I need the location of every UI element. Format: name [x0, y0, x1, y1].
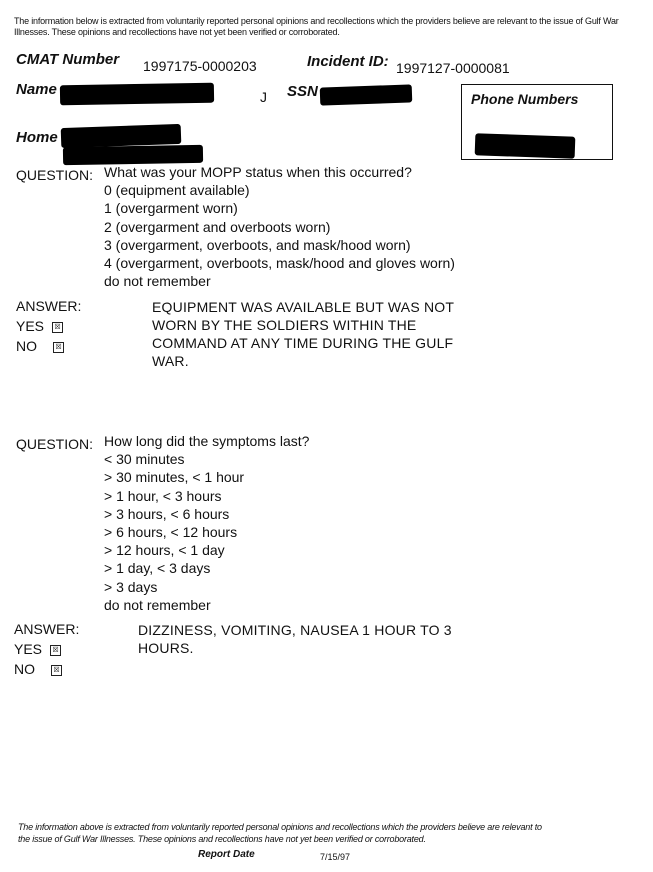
report-date-label: Report Date	[198, 849, 255, 860]
answer-2-label: ANSWER:	[14, 621, 80, 637]
header-disclaimer: The information below is extracted from voluntarily reported personal opinions and recollections which the providers believe are relevant to the issue of Gulf War Illnesses. These opinions and recollections have not yet been verified or corroborated.	[14, 16, 619, 37]
question-2-option: > 30 minutes, < 1 hour	[104, 469, 245, 486]
question-2-option: > 3 days	[104, 578, 158, 595]
footer-disclaimer-line: the issue of Gulf War Illnesses. These opinions and recollections have not yet been verified or corroborated.	[18, 834, 426, 844]
question-1-label: QUESTION:	[16, 167, 94, 183]
name-label: Name	[16, 81, 57, 98]
answer-2-no	[14, 660, 62, 678]
question-1-option: 2 (overgarment and overboots worn)	[104, 218, 331, 235]
no-label: NO	[16, 338, 37, 354]
question-1-option: do not remember	[104, 273, 211, 290]
cmat-number-label: CMAT Number	[16, 51, 120, 68]
question-2-option: > 3 hours, < 6 hours	[104, 505, 230, 522]
question-1-block	[104, 163, 455, 290]
ssn-label: SSN	[287, 83, 318, 100]
yes-checkbox: ☒	[50, 645, 61, 656]
incident-id-value: 1997127-0000081	[396, 60, 510, 76]
name-initial: J	[260, 89, 267, 105]
ssn-redaction	[320, 84, 413, 105]
answer-2-text	[138, 621, 452, 657]
question-1-option: 4 (overgarment, overboots, mask/hood and gloves worn)	[104, 255, 455, 272]
answer-1-yes	[16, 317, 63, 335]
question-1-option: 0 (equipment available)	[104, 182, 250, 199]
answer-1-text	[152, 298, 454, 370]
report-date-value: 7/15/97	[320, 852, 351, 862]
answer-2-yes	[14, 640, 61, 658]
question-2-text: How long did the symptoms last?	[104, 433, 310, 449]
question-2-option: > 1 day, < 3 days	[104, 560, 211, 577]
incident-id-label: Incident ID:	[307, 53, 389, 70]
question-1-option: 3 (overgarment, overboots, and mask/hood worn)	[104, 236, 411, 253]
answer-1-no	[16, 337, 64, 355]
question-2-option: < 30 minutes	[104, 451, 185, 468]
home-redaction-1	[61, 124, 182, 148]
answer-line: HOURS.	[138, 640, 194, 656]
footer-disclaimer	[18, 821, 638, 845]
no-label: NO	[14, 661, 35, 677]
yes-label: YES	[14, 641, 43, 657]
cmat-number-value: 1997175-0000203	[143, 58, 257, 74]
answer-line: WORN BY THE SOLDIERS WITHIN THE	[152, 317, 417, 333]
yes-label: YES	[16, 318, 45, 334]
question-2-option: > 6 hours, < 12 hours	[104, 524, 238, 541]
footer-disclaimer-line: The information above is extracted from voluntarily reported personal opinions and recollections which the providers believe are relevant to	[18, 822, 542, 832]
question-2-option: > 1 hour, < 3 hours	[104, 487, 222, 504]
question-2-block	[104, 432, 309, 614]
question-2-option: > 12 hours, < 1 day	[104, 542, 225, 559]
answer-line: COMMAND AT ANY TIME DURING THE GULF	[152, 335, 454, 351]
answer-line: WAR.	[152, 353, 189, 369]
question-2-label: QUESTION:	[16, 436, 94, 452]
no-checkbox: ☒	[53, 342, 64, 353]
answer-line: EQUIPMENT WAS AVAILABLE BUT WAS NOT	[152, 299, 455, 315]
no-checkbox: ☒	[51, 665, 62, 676]
question-2-option: do not remember	[104, 596, 211, 613]
question-1-option: 1 (overgarment worn)	[104, 200, 238, 217]
question-1-text: What was your MOPP status when this occurred?	[104, 164, 412, 180]
yes-checkbox: ☒	[52, 322, 63, 333]
home-label: Home	[16, 129, 58, 146]
answer-1-label: ANSWER:	[16, 298, 82, 314]
name-redaction	[60, 83, 214, 106]
phone-numbers-box	[461, 84, 613, 160]
phone-numbers-label: Phone Numbers	[471, 91, 579, 107]
answer-line: DIZZINESS, VOMITING, NAUSEA 1 HOUR TO 3	[138, 622, 452, 638]
phone-redaction	[475, 133, 576, 158]
